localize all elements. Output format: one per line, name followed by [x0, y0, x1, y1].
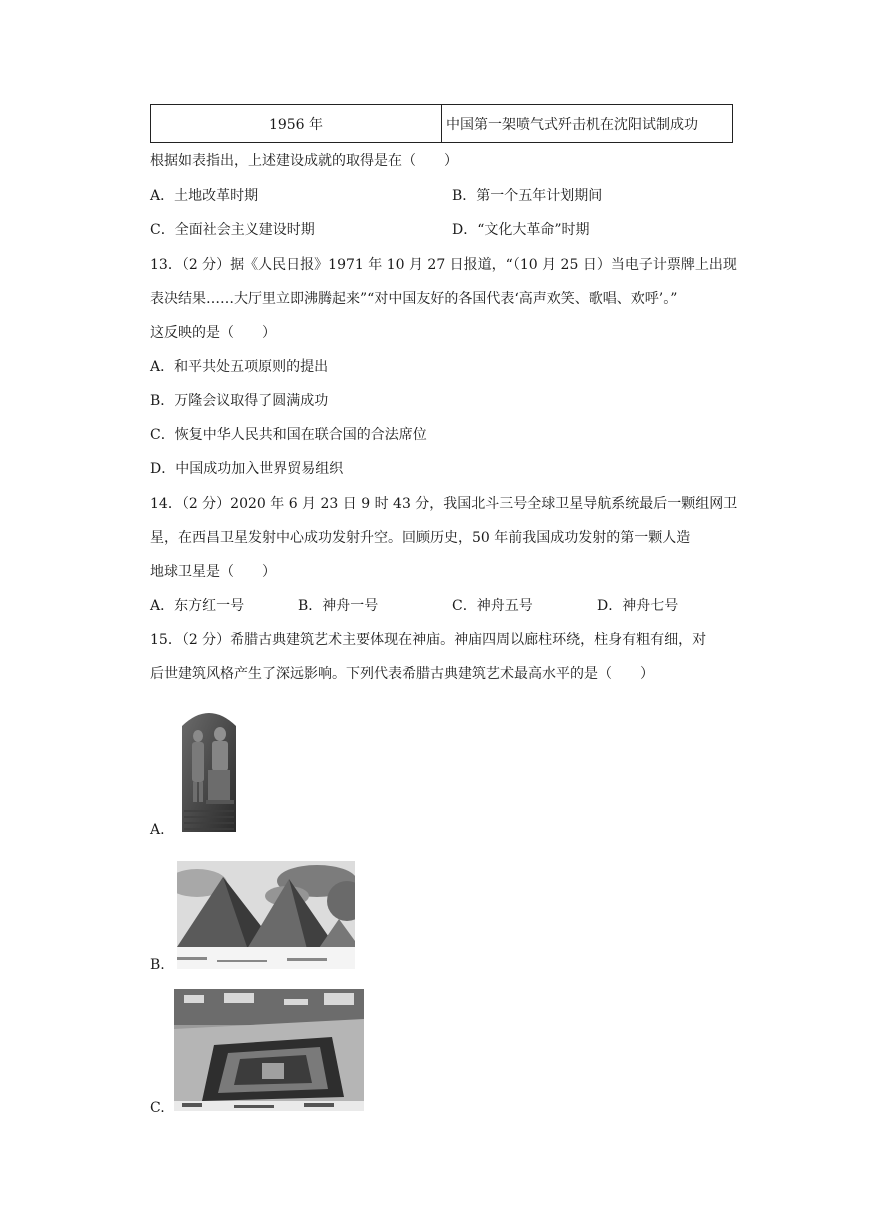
q13-stem-line2: 表决结果……大厅里立即沸腾起来”“对中国友好的各国代表‘高声欢笑、歌唱、欢呼’。”	[150, 291, 678, 307]
q15-option-b-label[interactable]: B.	[150, 957, 165, 973]
q12-stem: 根据如表指出，上述建设成就的取得是在（ ）	[150, 153, 458, 169]
pyramids-image[interactable]	[177, 861, 355, 969]
q14-option-a[interactable]: A．东方红一号	[150, 598, 245, 614]
achievement-table	[150, 104, 733, 143]
q14-option-d[interactable]: D．神舟七号	[597, 598, 679, 614]
table-cell-year: 1956 年	[151, 105, 442, 142]
q12-option-d[interactable]: D．“文化大革命”时期	[452, 222, 590, 238]
excavated-ruins-image[interactable]	[174, 989, 364, 1111]
stele-with-relief-image[interactable]	[178, 706, 240, 832]
q15-option-c-label[interactable]: C.	[150, 1100, 165, 1116]
q14-stem-line3: 地球卫星是（ ）	[150, 564, 276, 580]
q14-stem-line2: 星，在西昌卫星发射中心成功发射升空。回顾历史，50 年前我国成功发射的第一颗人造	[150, 530, 691, 546]
q12-option-a[interactable]: A．土地改革时期	[150, 188, 259, 204]
q13-option-c[interactable]: C．恢复中华人民共和国在联合国的合法席位	[150, 427, 427, 443]
q13-stem-line3: 这反映的是（ ）	[150, 325, 276, 341]
q12-option-c[interactable]: C．全面社会主义建设时期	[150, 222, 315, 238]
q13-option-b[interactable]: B．万隆会议取得了圆满成功	[150, 393, 329, 409]
q14-option-b[interactable]: B．神舟一号	[298, 598, 379, 614]
q13-stem-line1: 13．（2 分）据《人民日报》1971 年 10 月 27 日报道，“（10 月 25 日）当电子计票牌上出现	[150, 257, 737, 273]
q13-option-a[interactable]: A．和平共处五项原则的提出	[150, 359, 329, 375]
q15-option-a-label[interactable]: A.	[150, 822, 165, 838]
q13-option-d[interactable]: D．中国成功加入世界贸易组织	[150, 461, 344, 477]
q14-option-c[interactable]: C．神舟五号	[452, 598, 533, 614]
q12-option-b[interactable]: B．第一个五年计划期间	[452, 188, 603, 204]
q15-stem-line1: 15．（2 分）希腊古典建筑艺术主要体现在神庙。神庙四周以廊柱环绕，柱身有粗有细，对	[150, 632, 707, 648]
table-cell-event: 中国第一架喷气式歼击机在沈阳试制成功	[446, 116, 698, 133]
q14-stem-line1: 14．（2 分）2020 年 6 月 23 日 9 时 43 分，我国北斗三号全球卫星导航系统最后一颗组网卫	[150, 496, 738, 512]
q15-stem-line2: 后世建筑风格产生了深远影响。下列代表希腊古典建筑艺术最高水平的是（ ）	[150, 666, 654, 682]
